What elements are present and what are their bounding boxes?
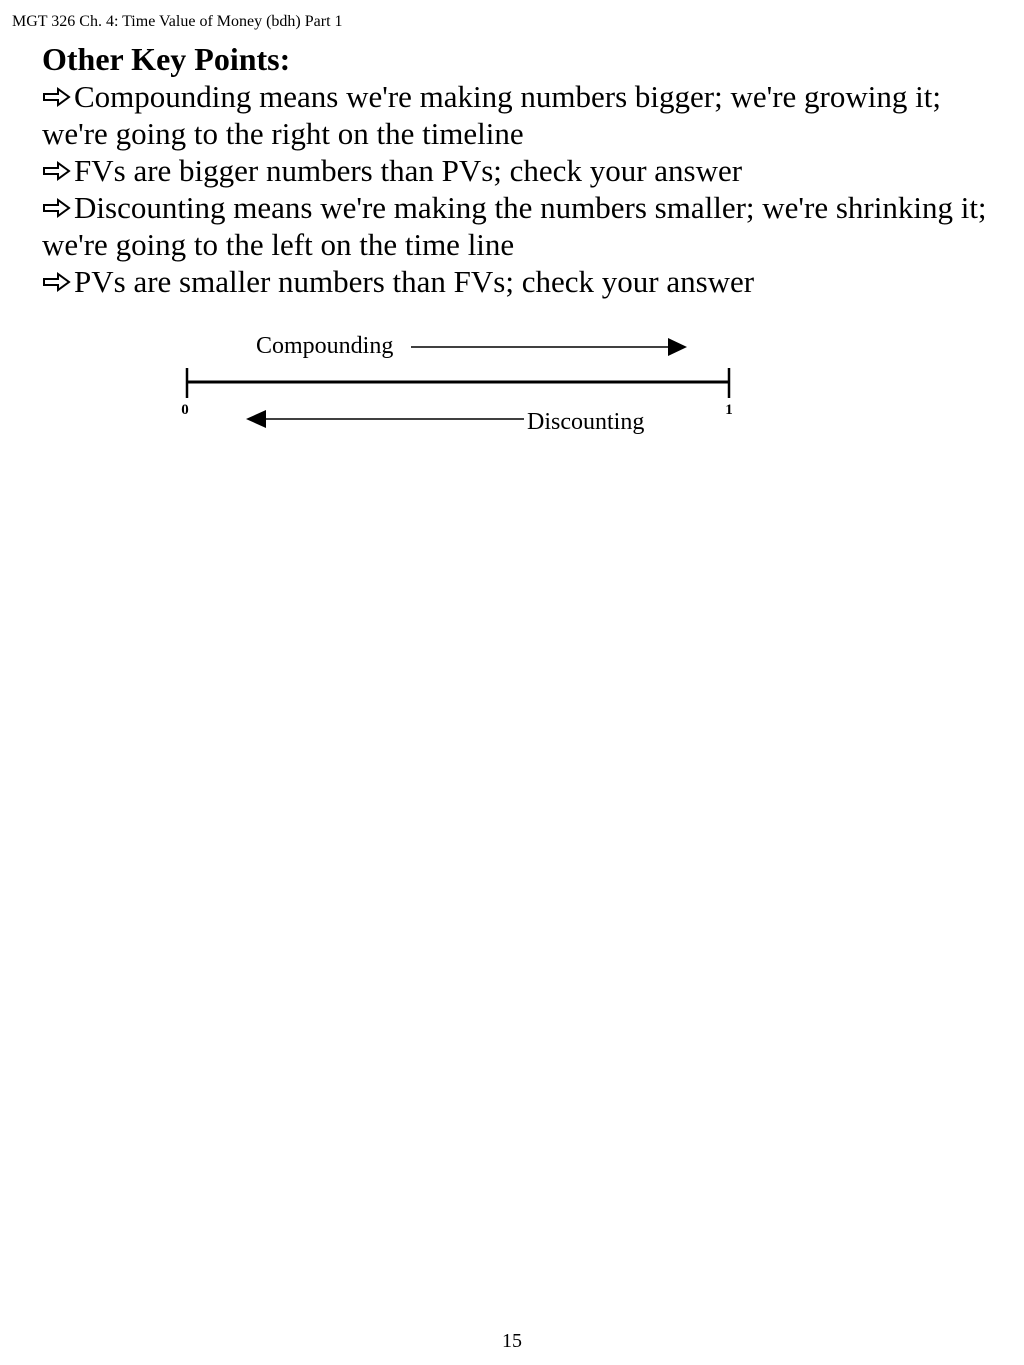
compounding-arrow-head-icon [668,338,687,356]
key-point-fv-bigger [42,152,1002,189]
compounding-label: Compounding [256,333,394,359]
hollow-right-arrow-icon [42,197,72,219]
key-point-pv-smaller [42,263,1002,300]
key-point-text: PVs are smaller numbers than FVs; check your answer [74,264,755,299]
key-point-text: Compounding means we're making numbers bigger; we're growing it; we're going to the right on the timeline [42,79,941,151]
page-number: 15 [502,1330,522,1352]
key-point-text: Discounting means we're making the numbers smaller; we're shrinking it; we're going to the left on the time line [42,190,987,262]
key-point-compounding [42,78,1002,152]
hollow-right-arrow-icon [42,271,72,293]
discounting-label: Discounting [527,409,645,435]
timeline-end-label: 1 [725,402,733,418]
key-points-section [42,40,1002,300]
hollow-right-arrow-icon [42,86,72,108]
running-header: MGT 326 Ch. 4: Time Value of Money (bdh) Part 1 [12,13,343,30]
hollow-right-arrow-icon [42,160,72,182]
timeline-start-label: 0 [181,402,189,418]
key-point-discounting [42,189,1002,263]
key-point-text: FVs are bigger numbers than PVs; check your answer [74,153,743,188]
page-heading: Other Key Points: [42,41,291,77]
discounting-arrow-head-icon [246,410,266,428]
